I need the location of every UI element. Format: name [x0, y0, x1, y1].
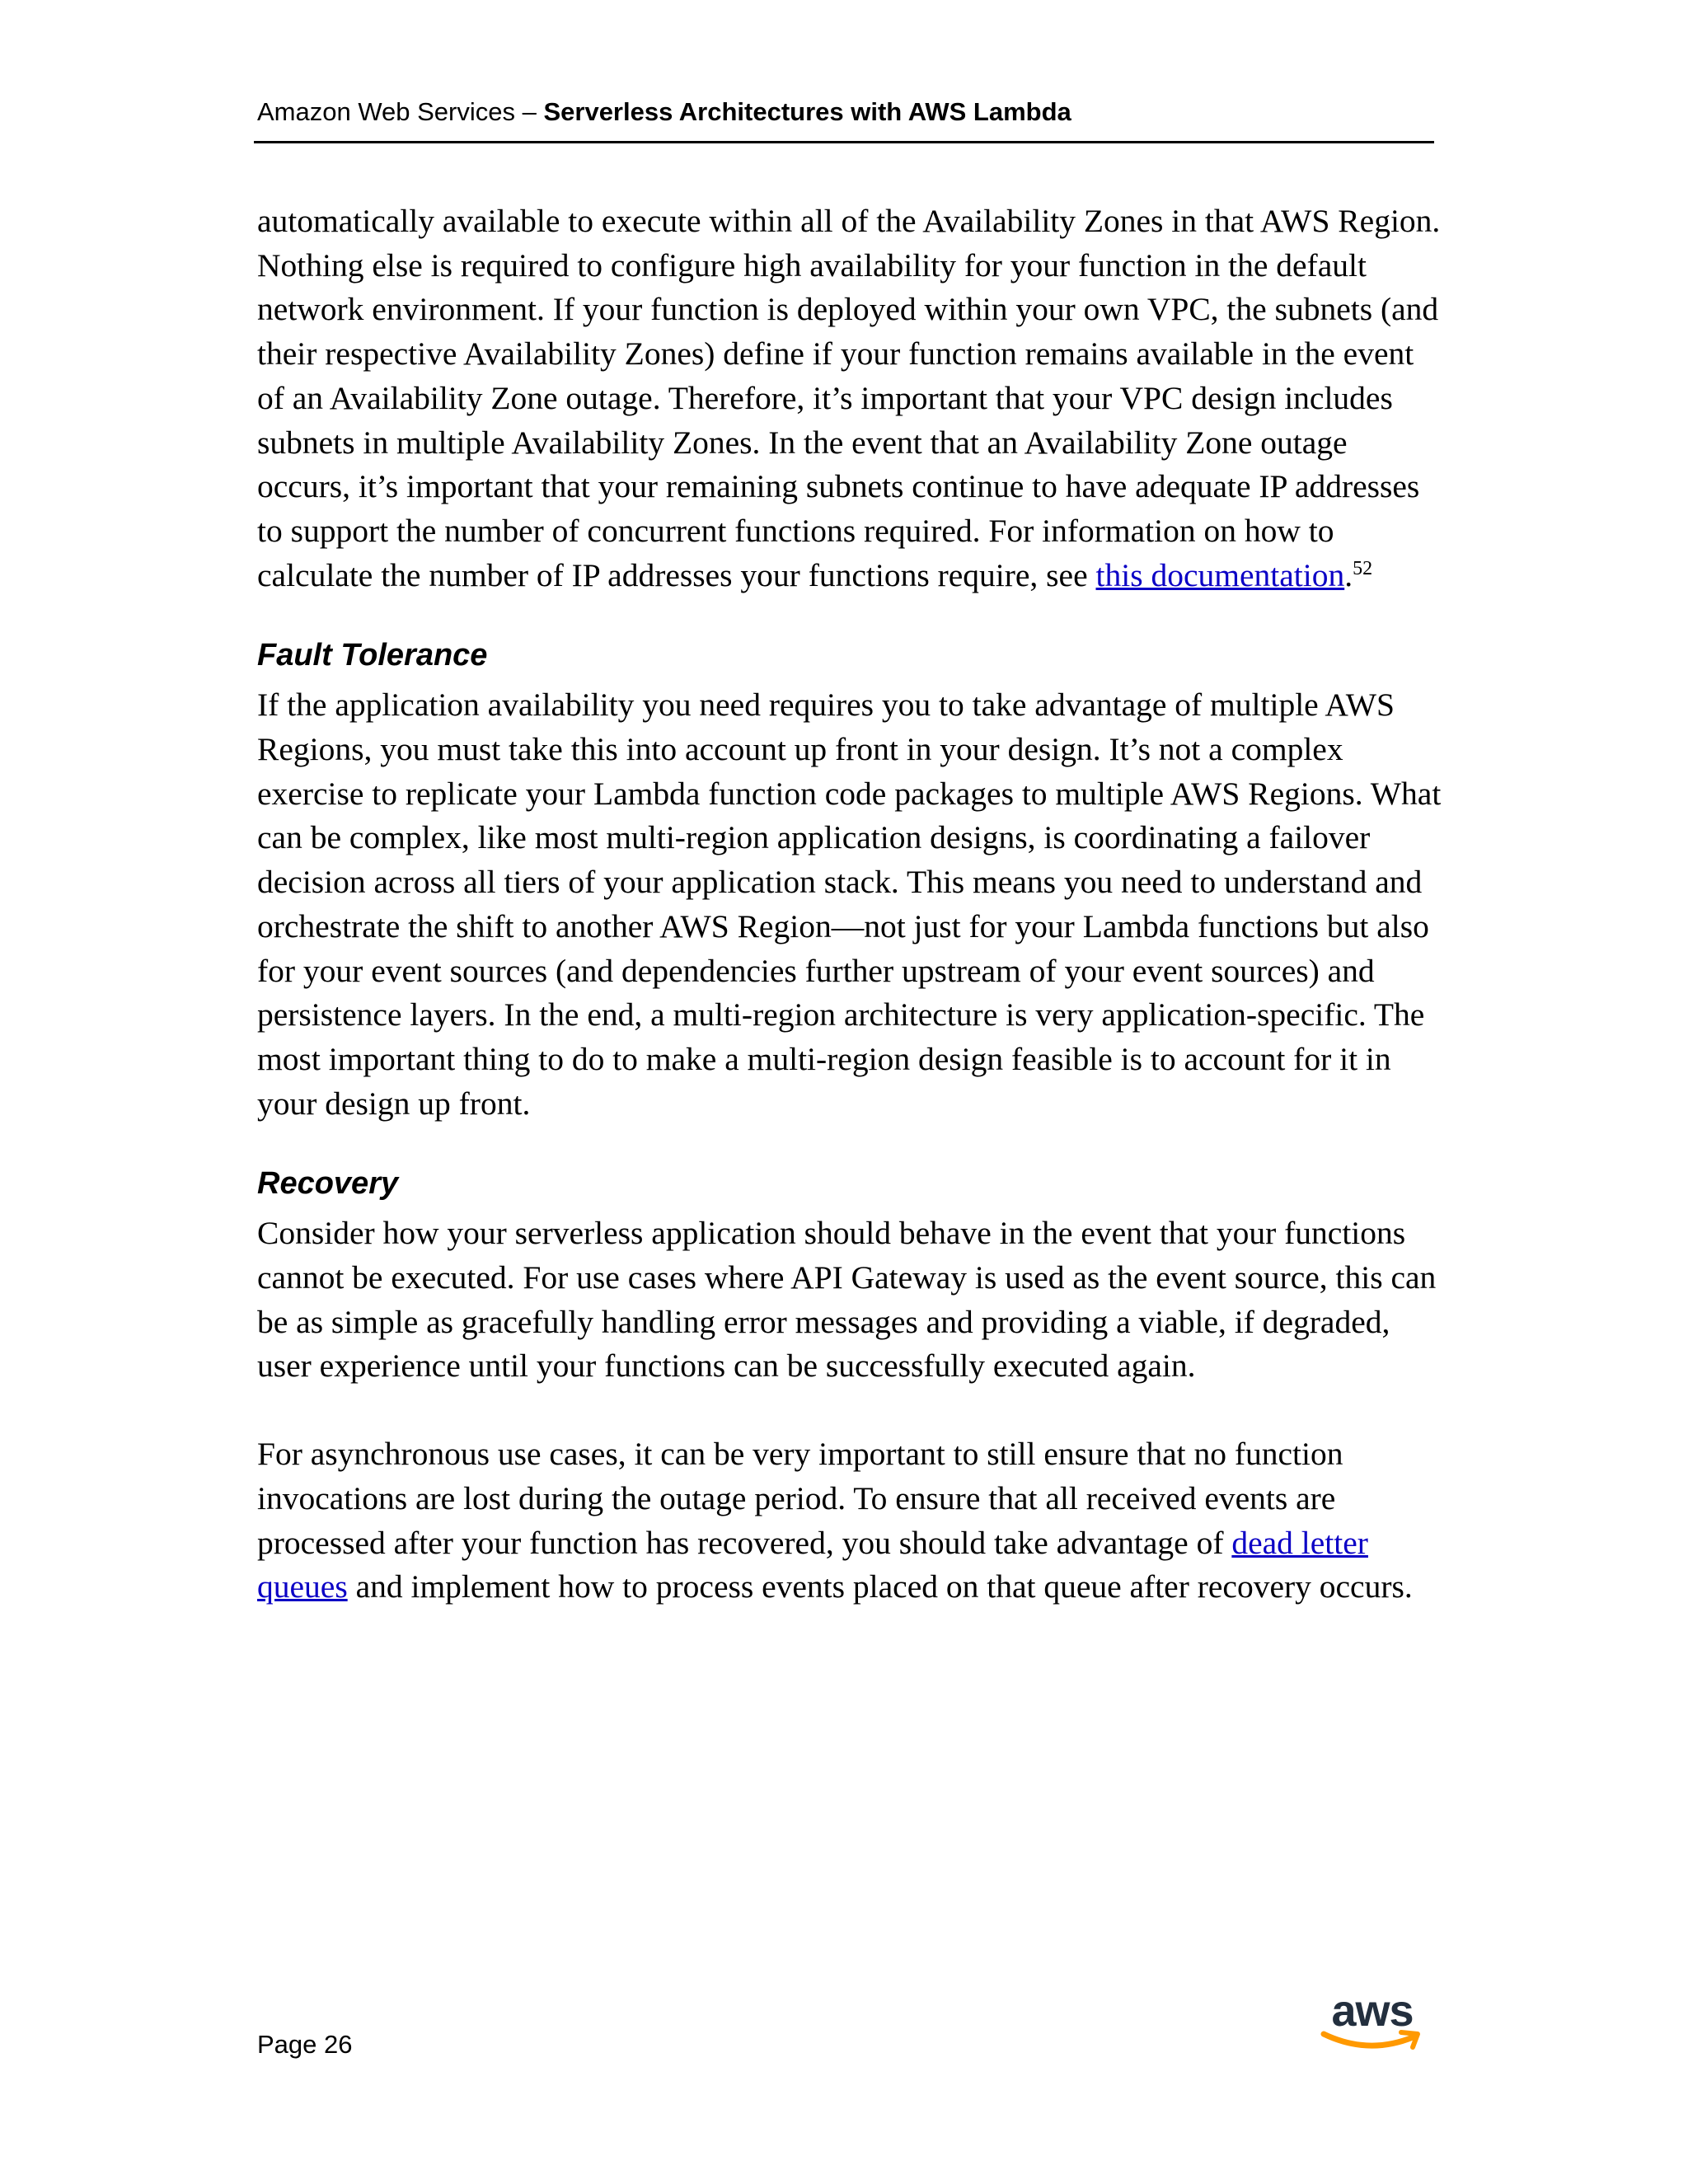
header-publisher: Amazon Web Services –: [257, 97, 544, 126]
recovery-p2-end: and implement how to process events placed on that queue after recovery occurs.: [347, 1568, 1413, 1605]
recovery-paragraph-1: Consider how your serverless application should behave in the event that your functions cannot be executed. For use cases where API Gateway is used as the event source, this can be as simple as gracefully handling error messages and providing a viable, if degraded, user experience until your functions can be successfully executed again.: [257, 1215, 1437, 1385]
page-number: Page 26: [257, 2030, 353, 2059]
aws-logo: [1319, 1988, 1426, 2062]
document-body: [257, 199, 1444, 1610]
this-documentation-link[interactable]: this documentation: [1095, 556, 1345, 593]
page-header: [257, 97, 1434, 127]
fault-tolerance-paragraph: If the application availability you need requires you to take advantage of multiple AWS Regions, you must take this into account up front in your design. It’s not a complex exercise to replicate your Lambda function code packages to multiple AWS Regions. What can be complex, like most multi-region application designs, is coordinating a failover decision across all tiers of your application stack. This means you need to understand and orchestrate the shift to another AWS Region—not just for your Lambda functions but also for your event sources (and dependencies further upstream of your event sources) and persistence layers. In the end, a multi-region architecture is very application-specific. The most important thing to do to make a multi-region design feasible is to account for it in your design up front.: [257, 687, 1442, 1122]
aws-logo-text: aws: [1331, 1986, 1414, 2036]
fault-tolerance-heading: Fault Tolerance: [257, 638, 488, 673]
header-divider: [254, 141, 1434, 143]
intro-period: .: [1344, 556, 1353, 593]
dead-letter-queues-link[interactable]: dead letter queues: [257, 1524, 1368, 1605]
footnote-ref: 52: [1353, 557, 1373, 579]
header-title: Serverless Architectures with AWS Lambda: [543, 97, 1071, 126]
recovery-heading: Recovery: [257, 1166, 399, 1202]
recovery-paragraph-2: [257, 1432, 1444, 1610]
aws-smile-icon: [1319, 2027, 1426, 2055]
intro-paragraph: [257, 199, 1444, 598]
intro-text: automatically available to execute within all of the Availability Zones in that AWS Region. Nothing else is required to configure high availability for your function in the default network environment. If your function is deployed within your own VPC, the subnets (and their respective Availability Zones) define if your function remains available in the event of an Availability Zone outage. Therefore, it’s important that your VPC design includes subnets in multiple Availability Zones. In the event that an Availability Zone outage occurs, it’s important that your remaining subnets continue to have adequate IP addresses to support the number of concurrent functions required. For information on how to calculate the number of IP addresses your functions require, see: [257, 203, 1441, 593]
recovery-p2-start: For asynchronous use cases, it can be very important to still ensure that no function invocations are lost during the outage period. To ensure that all received events are processed after your function has recovered, you should take advantage of: [257, 1436, 1343, 1561]
